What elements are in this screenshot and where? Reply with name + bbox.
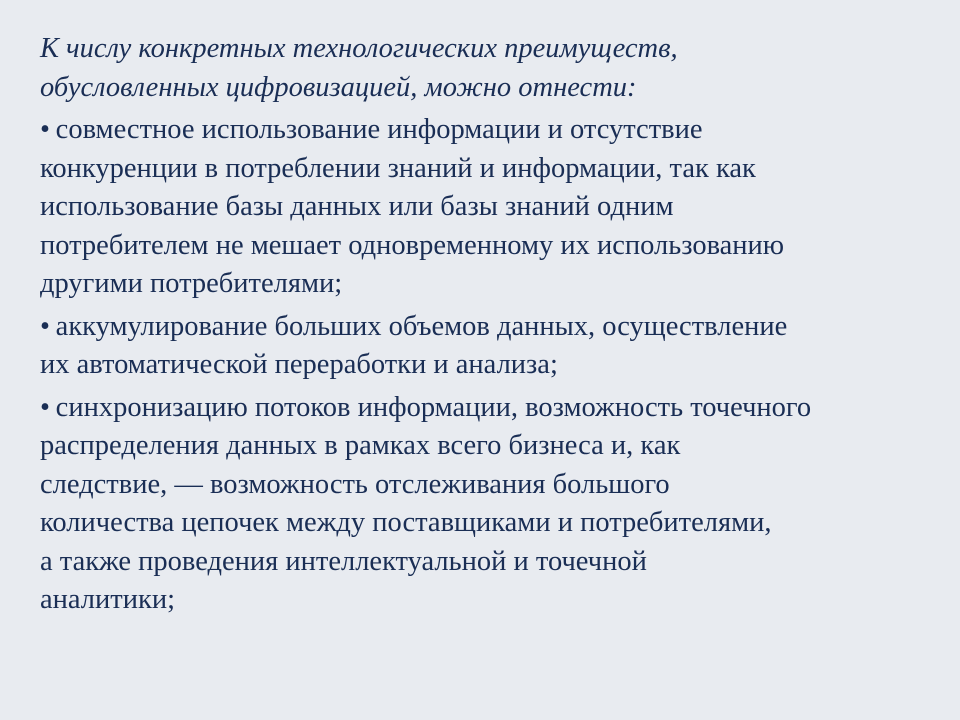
bullet-line: потребителем не мешает одновременному их использованию	[40, 229, 785, 261]
bullet-item	[40, 111, 940, 304]
bullet-line: совместное использование информации и отсутствие	[55, 114, 703, 145]
bullet-line: распределения данных в рамках всего бизнеса и, как	[40, 430, 681, 461]
intro-paragraph	[40, 30, 940, 107]
bullet-line: аналитики;	[40, 584, 175, 615]
bullet-line: использование базы данных или базы знаний одним	[40, 191, 674, 222]
intro-line: обусловленных цифровизацией, можно отнести:	[40, 71, 637, 103]
bullet-icon: •	[40, 391, 50, 423]
bullet-line: а также проведения интеллектуальной и точечной	[40, 545, 647, 577]
bullet-icon: •	[40, 114, 50, 145]
bullet-icon: •	[40, 310, 50, 342]
bullet-line: аккумулирование больших объемов данных, осуществление	[55, 310, 788, 342]
slide-content	[40, 30, 940, 624]
bullet-line: количества цепочек между поставщиками и потребителями,	[40, 507, 772, 538]
bullet-item	[40, 389, 940, 620]
bullet-line: их автоматической переработки и анализа;	[40, 349, 558, 380]
bullet-item	[40, 308, 940, 385]
bullet-line: следствие, — возможность отслеживания большого	[40, 468, 670, 500]
bullet-line: синхронизацию потоков информации, возможность точечного	[55, 391, 812, 423]
bullet-line: другими потребителями;	[40, 268, 343, 299]
bullet-line: конкуренции в потреблении знаний и информации, так как	[40, 152, 756, 184]
intro-line: К числу конкретных технологических преимуществ,	[40, 33, 678, 64]
